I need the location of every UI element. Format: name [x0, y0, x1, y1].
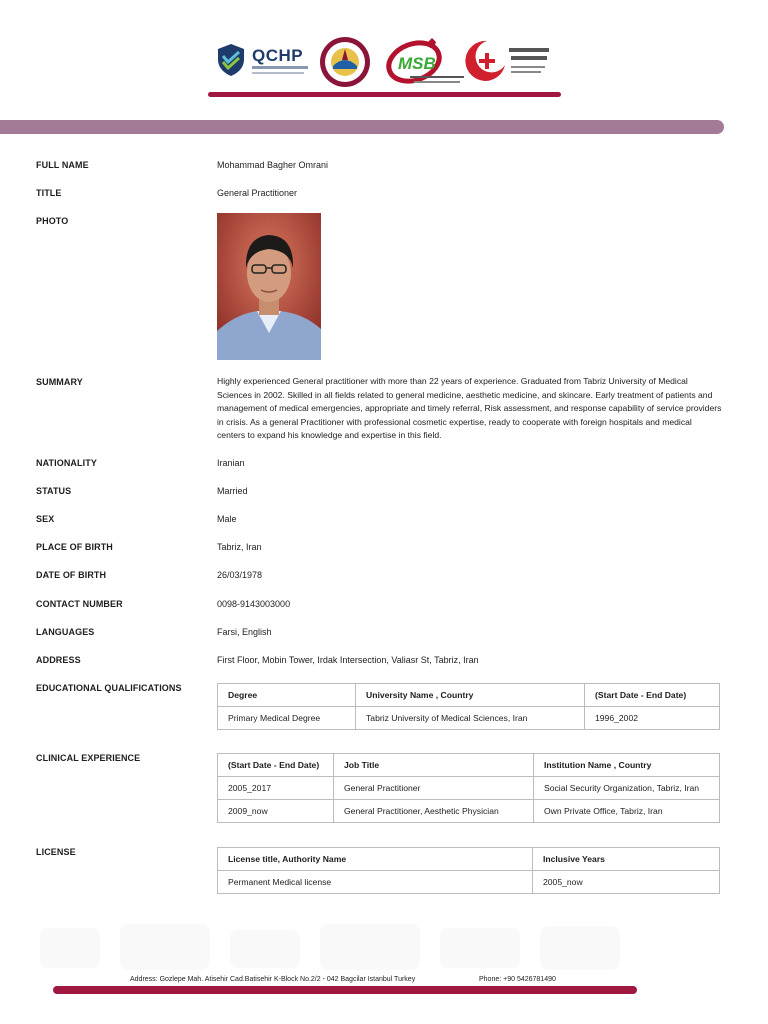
oman-moh-crescent-icon [465, 39, 507, 85]
full-name-label: FULL NAME [36, 160, 89, 170]
table-cell: Primary Medical Degree [218, 707, 356, 730]
education-table [217, 683, 720, 730]
qchp-shield-icon [216, 43, 246, 77]
moh-arabic-text-line-2 [511, 56, 547, 60]
languages-value: Farsi, English [217, 627, 272, 637]
profile-photo [217, 213, 321, 360]
profile-photo-image [217, 213, 321, 360]
languages-label: LANGUAGES [36, 627, 95, 637]
license-label: LICENSE [36, 847, 76, 857]
msb-logo-icon [384, 36, 466, 88]
title-label: TITLE [36, 188, 62, 198]
date-of-birth-label: DATE OF BIRTH [36, 570, 107, 580]
table-cell: Tabriz University of Medical Sciences, Iran [356, 707, 585, 730]
moh-english-text-line [511, 66, 545, 68]
table-cell: General Practitioner, Aesthetic Physician [334, 800, 534, 823]
table-cell: 1996_2002 [585, 707, 720, 730]
photo-label: PHOTO [36, 216, 69, 226]
msb-logo [384, 36, 466, 88]
place-of-birth-label: PLACE OF BIRTH [36, 542, 113, 552]
education-label: EDUCATIONAL QUALIFICATIONS [36, 683, 182, 693]
moh-arabic-text-line [509, 48, 549, 52]
sex-value: Male [217, 514, 237, 524]
oman-moh-logo [465, 36, 562, 88]
qchp-sub-line-2 [252, 72, 304, 74]
table-cell: Permanent Medical license [218, 871, 533, 894]
moh-english-text-line-2 [511, 71, 541, 73]
sex-label: SEX [36, 514, 55, 524]
table-header-cell: Institution Name , Country [534, 754, 720, 777]
table-cell: 2005_now [533, 871, 720, 894]
table-cell: General Practitioner [334, 777, 534, 800]
footer-watermark [40, 918, 620, 976]
qchp-logo-text: QCHP [252, 46, 304, 65]
status-value: Married [217, 486, 248, 496]
header-band [0, 120, 724, 134]
footer-address: Address: Gozlepe Mah. Atisehir Cad.Batisehir K-Block No.2/2 - 042 Bagcilar Istanbul Turkey [130, 976, 416, 983]
table-header-cell: Degree [218, 684, 356, 707]
contact-number-value: 0098-9143003000 [217, 599, 291, 609]
table-header-row [218, 684, 720, 707]
table-row [218, 707, 720, 730]
table-header-row [218, 848, 720, 871]
contact-number-label: CONTACT NUMBER [36, 599, 123, 609]
place-of-birth-value: Tabriz, Iran [217, 542, 262, 552]
table-header-cell: (Start Date - End Date) [585, 684, 720, 707]
header-logos [212, 36, 562, 88]
license-table [217, 847, 720, 894]
qchp-logo [216, 36, 311, 88]
state-of-qatar-seal [319, 36, 371, 88]
svg-text:MSB: MSB [398, 54, 436, 73]
table-row [218, 800, 720, 823]
table-cell: Social Security Organization, Tabriz, Iran [534, 777, 720, 800]
status-label: STATUS [36, 486, 72, 496]
table-header-cell: (Start Date - End Date) [218, 754, 334, 777]
table-row [218, 871, 720, 894]
full-name-value: Mohammad Bagher Omrani [217, 160, 329, 170]
header-accent-line [208, 92, 561, 97]
table-header-cell: University Name , Country [356, 684, 585, 707]
footer-accent-line [53, 986, 637, 994]
address-label: ADDRESS [36, 655, 81, 665]
table-row [218, 777, 720, 800]
summary-text: Highly experienced General practitioner with more than 22 years of experience. Graduated from Tabriz University of Medical Sciences in 2002. Skilled in all fields related to general medicine, aesthetic medicine, and skincare. Early treatment of patients and management of medical emergencies, appropriate and timely referral, Risk assessment, and response capability of service providers in crisis. As a general Practitioner with professional cosmetic expertise, ready to cooperate with foreign hospitals and medical centers to expand his knowledge and expertise in this field. [217, 376, 722, 440]
clinical-experience-label: CLINICAL EXPERIENCE [36, 753, 141, 763]
nationality-label: NATIONALITY [36, 458, 97, 468]
table-header-cell: License title, Authority Name [218, 848, 533, 871]
table-header-cell: Inclusive Years [533, 848, 720, 871]
title-value: General Practitioner [217, 188, 298, 198]
table-cell: 2005_2017 [218, 777, 334, 800]
address-value: First Floor, Mobin Tower, Irdak Intersection, Valiasr St, Tabriz, Iran [217, 655, 479, 665]
table-cell: Own Private Office, Tabriz, Iran [534, 800, 720, 823]
nationality-value: Iranian [217, 458, 245, 468]
date-of-birth-value: 26/03/1978 [217, 570, 263, 580]
footer-phone: Phone: +90 5426781490 [479, 976, 556, 983]
clinical-experience-table [217, 753, 720, 823]
table-cell: 2009_now [218, 800, 334, 823]
qchp-sub-line [252, 66, 308, 69]
table-header-row [218, 754, 720, 777]
table-header-cell: Job Title [334, 754, 534, 777]
summary-label: SUMMARY [36, 377, 83, 387]
qatar-seal-icon [319, 36, 371, 88]
